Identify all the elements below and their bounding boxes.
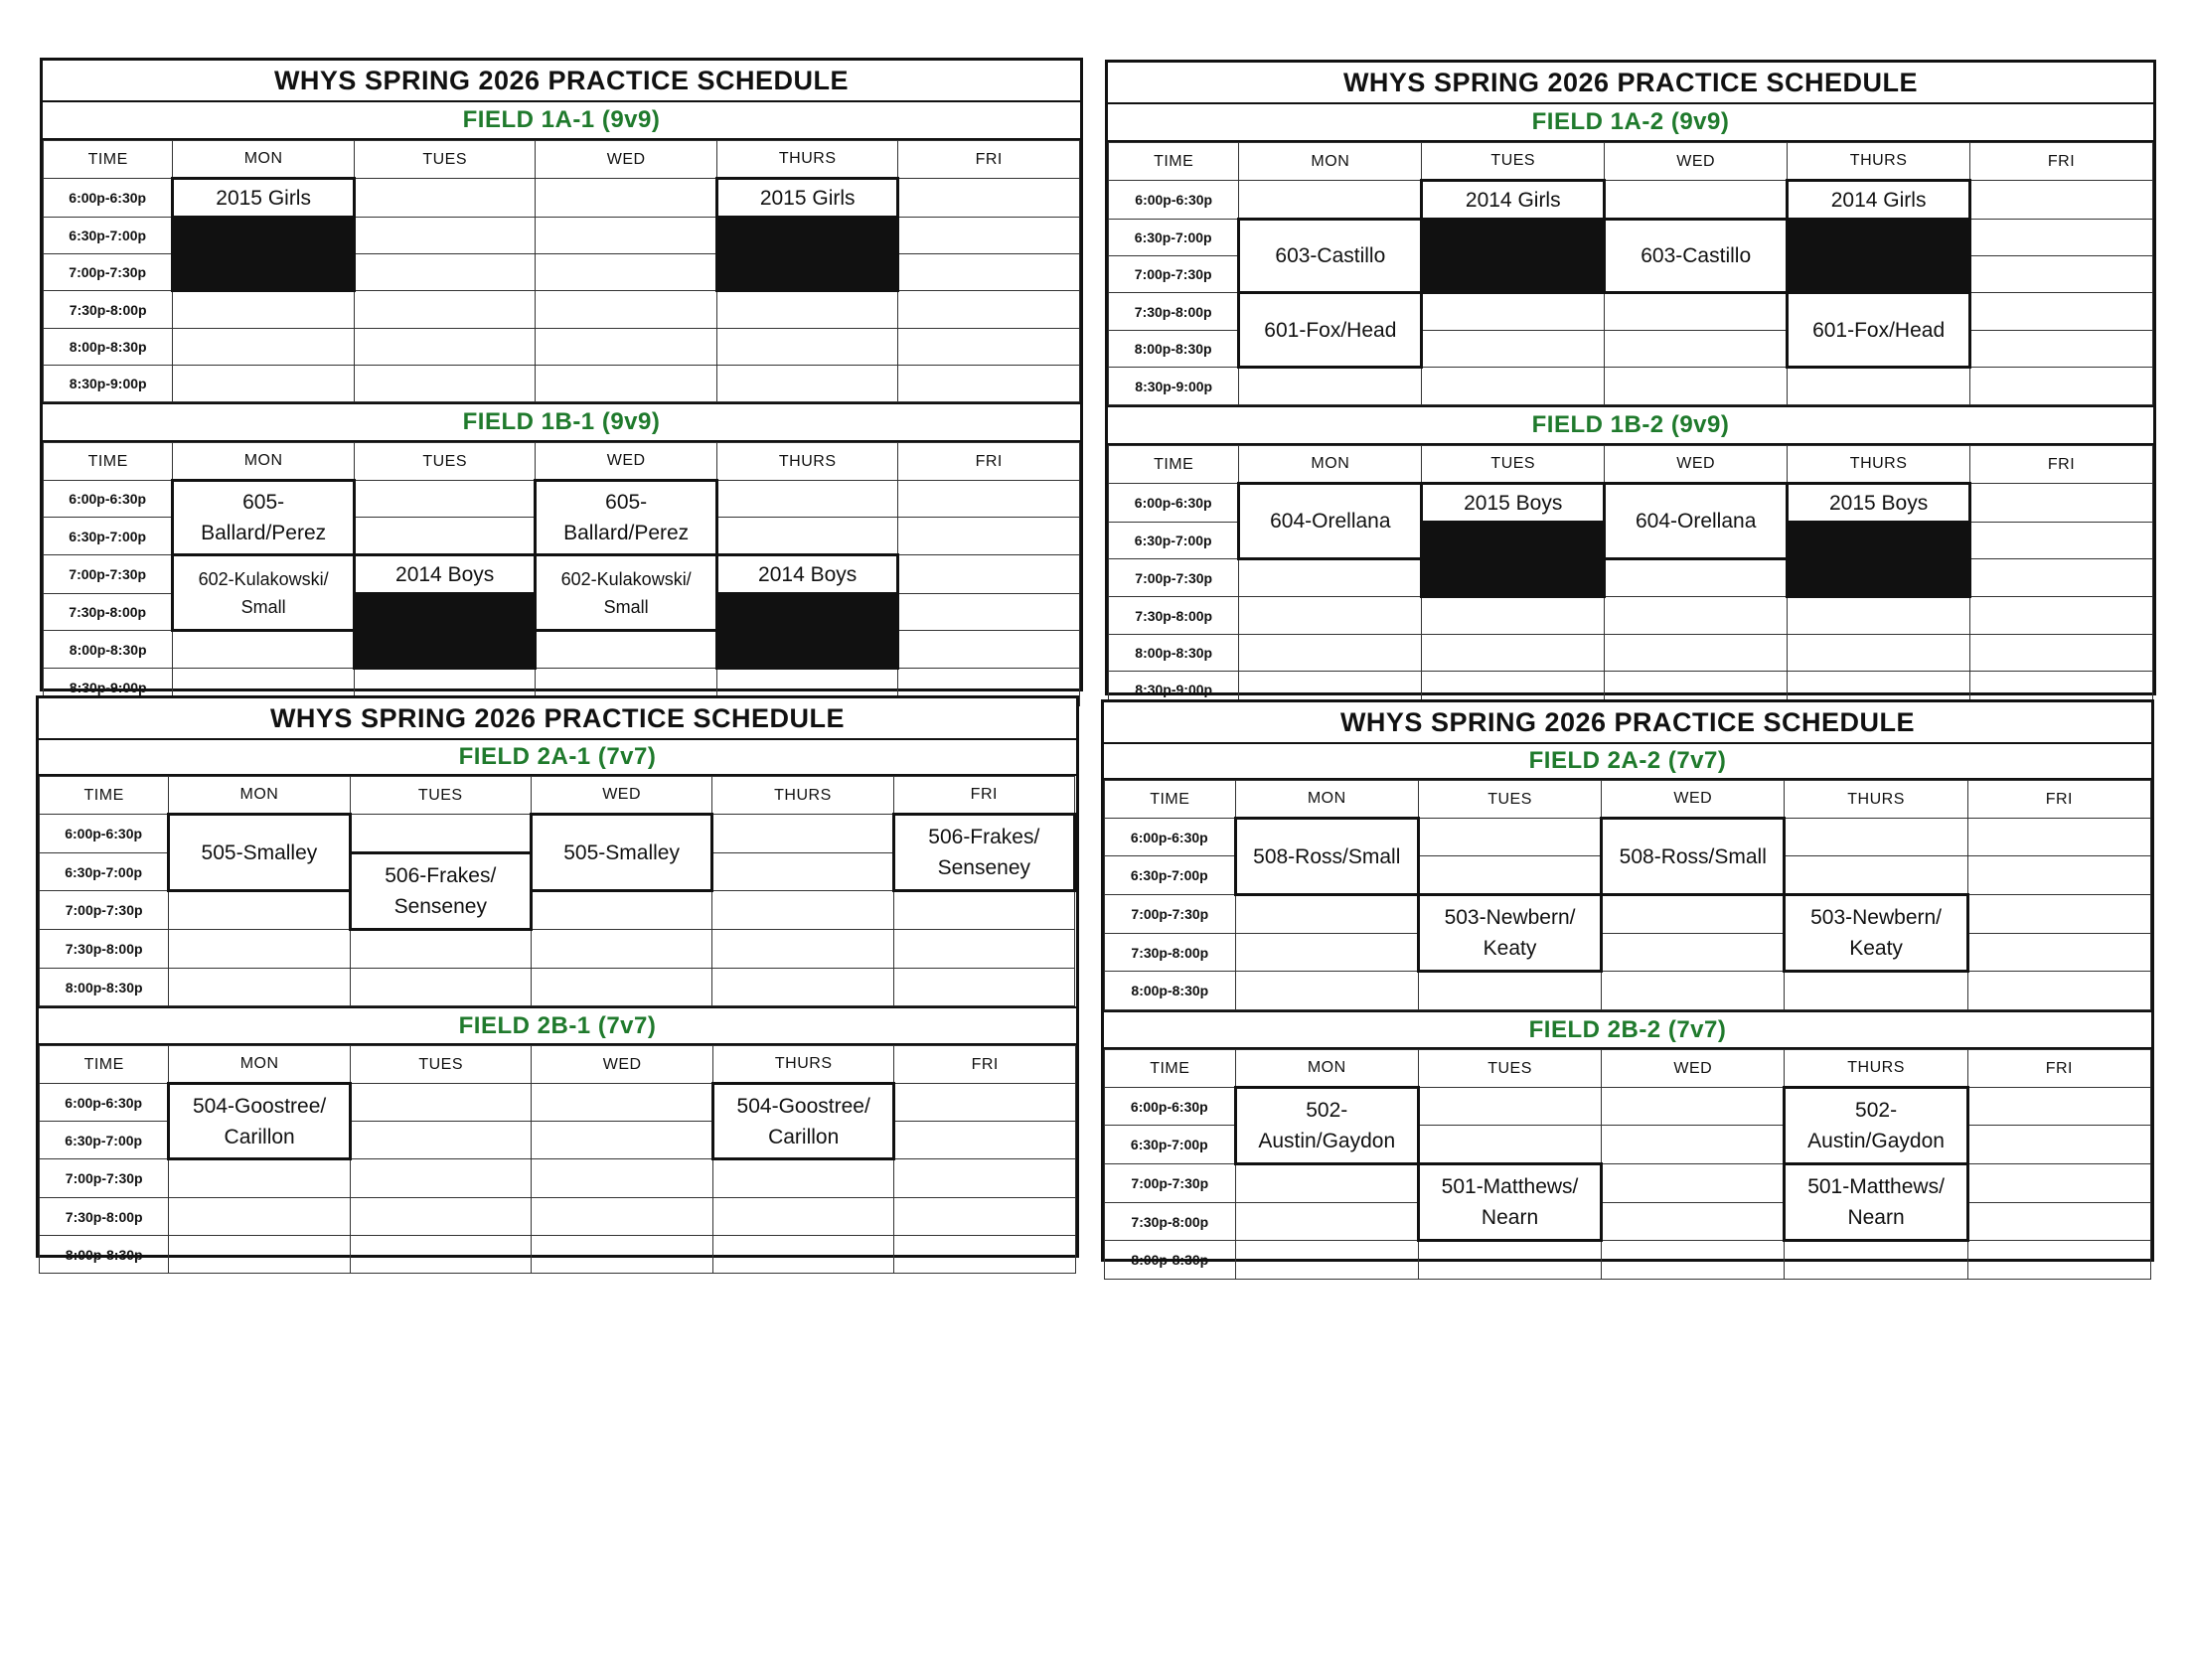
team-line: 605- xyxy=(605,491,648,514)
schedule-table-2a-2 xyxy=(1104,780,2151,1010)
field-title-1a-2: FIELD 1A-2 (9v9) xyxy=(1108,104,2153,142)
team-line: Small xyxy=(603,596,649,617)
table-row xyxy=(1105,1088,2151,1126)
schedule-table-2b-1 xyxy=(39,1045,1076,1274)
table-row xyxy=(1105,972,2151,1010)
schedule-table-1a-2 xyxy=(1108,142,2153,405)
slot-thurs-2014-girls: 2014 Girls xyxy=(1788,181,1970,220)
schedule-panel-field-1-right xyxy=(1105,60,2156,695)
schedule-table-1a-1 xyxy=(43,140,1080,402)
blocked-slot-thurs xyxy=(716,218,898,291)
time-label: 6:00p-6:30p xyxy=(1105,1088,1236,1126)
time-label: 8:30p-9:00p xyxy=(44,669,173,706)
table-row xyxy=(1109,597,2153,635)
slot-wed xyxy=(536,179,717,218)
table-row xyxy=(1105,1203,2151,1241)
header-thurs: THURS xyxy=(712,777,893,815)
team-line: Keaty xyxy=(1483,937,1537,960)
table-row xyxy=(40,1236,1076,1274)
table-row xyxy=(44,329,1080,366)
header-tues: TUES xyxy=(354,443,536,481)
time-label: 6:00p-6:30p xyxy=(1109,181,1239,220)
slot-fri xyxy=(898,218,1080,254)
slot-mon-605 xyxy=(173,481,355,555)
header-fri: FRI xyxy=(1970,446,2153,484)
slot-tues-503 xyxy=(1418,895,1601,972)
header-time: TIME xyxy=(44,443,173,481)
blocked-slot-tues xyxy=(1422,220,1605,293)
slot-wed xyxy=(536,254,717,291)
slot-thurs-2015-boys: 2015 Boys xyxy=(1788,484,1970,523)
page-title: WHYS SPRING 2026 PRACTICE SCHEDULE xyxy=(1108,63,2153,104)
slot-thurs-504 xyxy=(712,1084,894,1159)
time-label: 7:00p-7:30p xyxy=(1105,1164,1236,1203)
schedule-panel-field-2-left xyxy=(36,695,1079,1263)
header-time: TIME xyxy=(44,141,173,179)
blocked-slot-mon xyxy=(173,218,355,291)
header-row xyxy=(40,777,1075,815)
team-line: 502- xyxy=(1855,1099,1898,1122)
time-label: 7:00p-7:30p xyxy=(1109,559,1239,597)
time-label: 7:30p-8:00p xyxy=(1105,1203,1236,1241)
header-row xyxy=(1105,781,2151,819)
table-row xyxy=(40,1084,1076,1122)
table-row xyxy=(1109,220,2153,256)
team-line: 502- xyxy=(1306,1099,1348,1122)
header-wed: WED xyxy=(536,141,717,179)
header-mon: MON xyxy=(1235,781,1418,819)
team-line: 504-Goostree/ xyxy=(736,1094,870,1118)
field-title-1b-1: FIELD 1B-1 (9v9) xyxy=(43,402,1080,442)
time-label: 6:00p-6:30p xyxy=(40,1084,169,1122)
slot-fri xyxy=(898,179,1080,218)
header-tues: TUES xyxy=(350,1046,532,1084)
time-label: 7:00p-7:30p xyxy=(1105,895,1236,934)
slot-wed-604: 604-Orellana xyxy=(1605,484,1788,559)
field-title-1b-2: FIELD 1B-2 (9v9) xyxy=(1108,405,2153,445)
time-label: 8:00p-8:30p xyxy=(40,1236,169,1274)
slot-wed-505: 505-Smalley xyxy=(531,815,711,891)
team-line: Nearn xyxy=(1847,1206,1905,1229)
field-title-2b-2: FIELD 2B-2 (7v7) xyxy=(1104,1010,2151,1049)
header-mon: MON xyxy=(169,1046,351,1084)
schedule-panel-field-2-right xyxy=(1101,699,2154,1268)
header-wed: WED xyxy=(1605,143,1788,181)
schedule-table-2a-1 xyxy=(39,776,1076,1006)
schedule-table-1b-2 xyxy=(1108,445,2153,708)
table-row xyxy=(1105,1241,2151,1280)
team-line: Keaty xyxy=(1849,937,1903,960)
slot-thurs-503 xyxy=(1785,895,1967,972)
header-wed: WED xyxy=(536,443,717,481)
time-label: 7:30p-8:00p xyxy=(1109,597,1239,635)
field-title-2a-1: FIELD 2A-1 (7v7) xyxy=(39,740,1076,776)
team-line: Ballard/Perez xyxy=(201,522,327,544)
header-fri: FRI xyxy=(1967,781,2150,819)
time-label: 8:00p-8:30p xyxy=(44,631,173,669)
slot-thurs-601: 601-Fox/Head xyxy=(1788,293,1970,368)
time-label: 6:00p-6:30p xyxy=(44,481,173,518)
team-line: 506-Frakes/ xyxy=(928,826,1040,848)
team-line: Carillon xyxy=(768,1125,840,1148)
blocked-slot-tues xyxy=(354,594,536,669)
slot-thurs-502 xyxy=(1785,1088,1967,1164)
blocked-slot-thurs xyxy=(716,594,898,669)
team-line: 501-Matthews/ xyxy=(1441,1175,1579,1198)
blocked-slot-tues xyxy=(1422,523,1605,597)
header-time: TIME xyxy=(1109,446,1239,484)
table-row xyxy=(1109,368,2153,405)
header-thurs: THURS xyxy=(716,443,898,481)
header-mon: MON xyxy=(173,141,355,179)
time-label: 8:30p-9:00p xyxy=(1109,672,1239,708)
time-label: 7:30p-8:00p xyxy=(44,291,173,329)
team-line: Carillon xyxy=(224,1125,295,1148)
header-thurs: THURS xyxy=(712,1046,894,1084)
schedule-table-1b-1 xyxy=(43,442,1080,706)
table-row xyxy=(1105,895,2151,934)
time-label: 6:30p-7:00p xyxy=(1105,1126,1236,1164)
table-row xyxy=(40,1159,1076,1198)
team-line: 501-Matthews/ xyxy=(1807,1175,1945,1198)
team-line: Austin/Gaydon xyxy=(1807,1130,1945,1152)
header-mon: MON xyxy=(1239,446,1422,484)
header-mon: MON xyxy=(1235,1050,1418,1088)
table-row xyxy=(44,291,1080,329)
table-row xyxy=(44,179,1080,218)
time-label: 6:30p-7:00p xyxy=(1105,856,1236,895)
page-title: WHYS SPRING 2026 PRACTICE SCHEDULE xyxy=(43,61,1080,102)
header-thurs: THURS xyxy=(1785,1050,1967,1088)
time-label: 6:30p-7:00p xyxy=(44,518,173,555)
header-time: TIME xyxy=(40,1046,169,1084)
team-line: Austin/Gaydon xyxy=(1258,1130,1396,1152)
header-tues: TUES xyxy=(350,777,531,815)
slot-mon-504 xyxy=(169,1084,351,1159)
slot-mon-505: 505-Smalley xyxy=(169,815,350,891)
time-label: 7:30p-8:00p xyxy=(44,594,173,631)
table-row xyxy=(1109,484,2153,523)
header-fri: FRI xyxy=(898,141,1080,179)
slot-mon-601: 601-Fox/Head xyxy=(1239,293,1422,368)
header-time: TIME xyxy=(1105,781,1236,819)
header-fri: FRI xyxy=(894,1046,1076,1084)
header-time: TIME xyxy=(40,777,169,815)
header-thurs: THURS xyxy=(716,141,898,179)
table-row xyxy=(40,930,1075,969)
header-tues: TUES xyxy=(1422,143,1605,181)
header-tues: TUES xyxy=(354,141,536,179)
field-title-2b-1: FIELD 2B-1 (7v7) xyxy=(39,1006,1076,1045)
header-wed: WED xyxy=(531,777,711,815)
slot-fri-506 xyxy=(893,815,1074,891)
slot-tues-2014-boys: 2014 Boys xyxy=(354,555,536,594)
time-label: 7:00p-7:30p xyxy=(40,891,169,930)
table-row xyxy=(40,969,1075,1006)
time-label: 7:00p-7:30p xyxy=(44,254,173,291)
table-row xyxy=(44,631,1080,669)
slot-wed-603: 603-Castillo xyxy=(1605,220,1788,293)
team-line: Senseney xyxy=(937,856,1031,879)
slot-thurs: 2015 Girls xyxy=(716,179,898,218)
header-thurs: THURS xyxy=(1785,781,1967,819)
header-wed: WED xyxy=(1602,781,1785,819)
header-row xyxy=(1105,1050,2151,1088)
header-thurs: THURS xyxy=(1788,446,1970,484)
slot-tues xyxy=(354,218,536,254)
schedule-table-2b-2 xyxy=(1104,1049,2151,1280)
slot-fri xyxy=(898,254,1080,291)
time-label: 7:30p-8:00p xyxy=(40,930,169,969)
header-tues: TUES xyxy=(1418,1050,1601,1088)
header-fri: FRI xyxy=(893,777,1074,815)
team-line: 503-Newbern/ xyxy=(1444,906,1576,929)
team-line: 503-Newbern/ xyxy=(1810,906,1942,929)
team-line: 605- xyxy=(242,491,285,514)
time-label: 6:30p-7:00p xyxy=(1109,220,1239,256)
slot-wed-602 xyxy=(536,555,717,631)
slot-mon-604: 604-Orellana xyxy=(1239,484,1422,559)
team-line: Nearn xyxy=(1481,1206,1539,1229)
slot-wed-508: 508-Ross/Small xyxy=(1602,819,1785,895)
team-line: 504-Goostree/ xyxy=(193,1094,327,1118)
header-row xyxy=(1109,446,2153,484)
time-label: 7:30p-8:00p xyxy=(1105,934,1236,972)
table-row xyxy=(44,481,1080,518)
table-row xyxy=(40,1198,1076,1236)
time-label: 8:00p-8:30p xyxy=(40,969,169,1006)
slot-tues-2014-girls: 2014 Girls xyxy=(1422,181,1605,220)
slot-tues-501 xyxy=(1418,1164,1601,1241)
slot-tues-506 xyxy=(350,853,531,930)
page-title: WHYS SPRING 2026 PRACTICE SCHEDULE xyxy=(1104,702,2151,744)
header-fri: FRI xyxy=(1970,143,2153,181)
slot-tues xyxy=(354,179,536,218)
table-row xyxy=(40,891,1075,930)
slot-mon-603: 603-Castillo xyxy=(1239,220,1422,293)
slot-wed xyxy=(536,218,717,254)
slot-wed-605 xyxy=(536,481,717,555)
header-tues: TUES xyxy=(1422,446,1605,484)
table-row xyxy=(44,555,1080,594)
schedule-panel-field-1-left xyxy=(40,58,1083,695)
slot-mon-602 xyxy=(173,555,355,631)
table-row xyxy=(1105,1164,2151,1203)
time-label: 6:30p-7:00p xyxy=(1109,523,1239,559)
time-label: 7:00p-7:30p xyxy=(40,1159,169,1198)
slot-thurs-501 xyxy=(1785,1164,1967,1241)
field-title-1a-1: FIELD 1A-1 (9v9) xyxy=(43,102,1080,140)
team-line: Senseney xyxy=(393,895,487,918)
slot-mon-502 xyxy=(1235,1088,1418,1164)
time-label: 6:00p-6:30p xyxy=(40,815,169,853)
slot-thurs-2014-boys: 2014 Boys xyxy=(716,555,898,594)
time-label: 6:00p-6:30p xyxy=(1109,484,1239,523)
table-row xyxy=(1109,293,2153,331)
header-row xyxy=(1109,143,2153,181)
header-wed: WED xyxy=(532,1046,713,1084)
time-label: 8:00p-8:30p xyxy=(44,329,173,366)
time-label: 8:30p-9:00p xyxy=(1109,368,1239,405)
time-label: 8:00p-8:30p xyxy=(1105,972,1236,1010)
table-row xyxy=(44,218,1080,254)
header-mon: MON xyxy=(1239,143,1422,181)
team-line: Small xyxy=(240,596,286,617)
table-row xyxy=(1105,819,2151,856)
team-line: 506-Frakes/ xyxy=(385,864,497,887)
page-title: WHYS SPRING 2026 PRACTICE SCHEDULE xyxy=(39,698,1076,740)
table-row xyxy=(40,815,1075,853)
time-label: 7:30p-8:00p xyxy=(40,1198,169,1236)
header-fri: FRI xyxy=(898,443,1080,481)
table-row xyxy=(44,366,1080,402)
team-line: 602-Kulakowski/ xyxy=(198,568,329,589)
time-label: 6:30p-7:00p xyxy=(40,853,169,891)
time-label: 6:00p-6:30p xyxy=(1105,819,1236,856)
time-label: 8:00p-8:30p xyxy=(1105,1241,1236,1280)
table-row xyxy=(1109,559,2153,597)
header-mon: MON xyxy=(169,777,350,815)
header-tues: TUES xyxy=(1418,781,1601,819)
team-line: 602-Kulakowski/ xyxy=(560,568,692,589)
slot-tues-2015-boys: 2015 Boys xyxy=(1422,484,1605,523)
header-row xyxy=(40,1046,1076,1084)
table-row xyxy=(1109,181,2153,220)
slot-mon: 2015 Girls xyxy=(173,179,355,218)
header-row xyxy=(44,141,1080,179)
time-label: 7:00p-7:30p xyxy=(44,555,173,594)
header-time: TIME xyxy=(1105,1050,1236,1088)
header-thurs: THURS xyxy=(1788,143,1970,181)
time-label: 8:30p-9:00p xyxy=(44,366,173,402)
team-line: Ballard/Perez xyxy=(563,522,690,544)
blocked-slot-thurs xyxy=(1788,523,1970,597)
time-label: 8:00p-8:30p xyxy=(1109,331,1239,368)
header-time: TIME xyxy=(1109,143,1239,181)
time-label: 7:00p-7:30p xyxy=(1109,256,1239,293)
time-label: 7:30p-8:00p xyxy=(1109,293,1239,331)
blocked-slot-thurs xyxy=(1788,220,1970,293)
time-label: 6:00p-6:30p xyxy=(44,179,173,218)
time-label: 6:30p-7:00p xyxy=(44,218,173,254)
field-title-2a-2: FIELD 2A-2 (7v7) xyxy=(1104,744,2151,780)
header-mon: MON xyxy=(173,443,355,481)
slot-tues xyxy=(354,254,536,291)
slot-mon-508: 508-Ross/Small xyxy=(1235,819,1418,895)
time-label: 6:30p-7:00p xyxy=(40,1122,169,1159)
header-wed: WED xyxy=(1602,1050,1785,1088)
header-wed: WED xyxy=(1605,446,1788,484)
table-row xyxy=(1105,934,2151,972)
time-label: 8:00p-8:30p xyxy=(1109,635,1239,672)
header-row xyxy=(44,443,1080,481)
table-row xyxy=(1109,635,2153,672)
header-fri: FRI xyxy=(1967,1050,2150,1088)
